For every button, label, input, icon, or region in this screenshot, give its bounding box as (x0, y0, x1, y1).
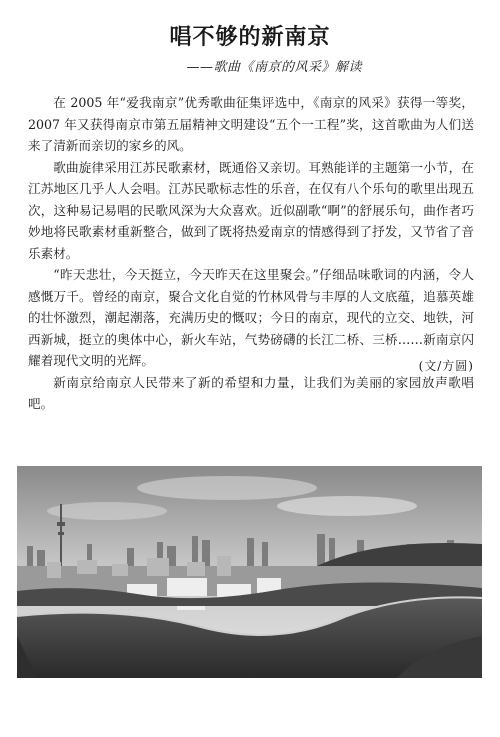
paragraph-4: 新南京给南京人民带来了新的希望和力量，让我们为美丽的家园放声歌唱吧。 (28, 374, 474, 411)
city-panorama-photo (17, 466, 482, 678)
paragraph-3: “昨天悲壮，今天挺立，今天昨天在这里聚会。”仔细品味歌词的内涵，令人感慨万千。曾经的南京，聚合文化自觉的竹林风骨与丰厚的人文底蕴，追慕英雄的壮怀激烈，潮起潮落，充满历史的慨叹；今日的南京，现代的立交、地铁，河西新城，挺立的奥体中心，新火车站，气势磅礴的长江二桥、三桥……新南京闪耀着现代文明的光辉。 (28, 267, 474, 368)
article-body (28, 92, 474, 415)
article-credit: (文/方圆) (418, 359, 474, 373)
paragraph-2: 歌曲旋律采用江苏民歌素材，既通俗又亲切。耳熟能详的主题第一小节，在江苏地区几乎人人会唱。江苏民歌标志性的乐音，在仅有八个乐句的歌里出现五次，这种易记易唱的民歌风深为大众喜欢。近似副歌“啊”的舒展乐句，曲作者巧妙地将民歌素材重新整合，做到了既将热爱南京的情感得到了抒发，又节省了音乐素材。 (28, 159, 474, 261)
article-subtitle: ——歌曲《南京的风采》解读 (186, 60, 362, 75)
paragraph-1: 在 2005 年“爱我南京”优秀歌曲征集评选中，《南京的风采》获得一等奖，2007 年又获得南京市第五届精神文明建设“五个一工程”奖，这首歌曲为人们送来了清新而亲切的家乡的风。 (28, 95, 474, 153)
article-title: 唱不够的新南京 (169, 25, 331, 50)
panorama-illustration (17, 466, 482, 678)
